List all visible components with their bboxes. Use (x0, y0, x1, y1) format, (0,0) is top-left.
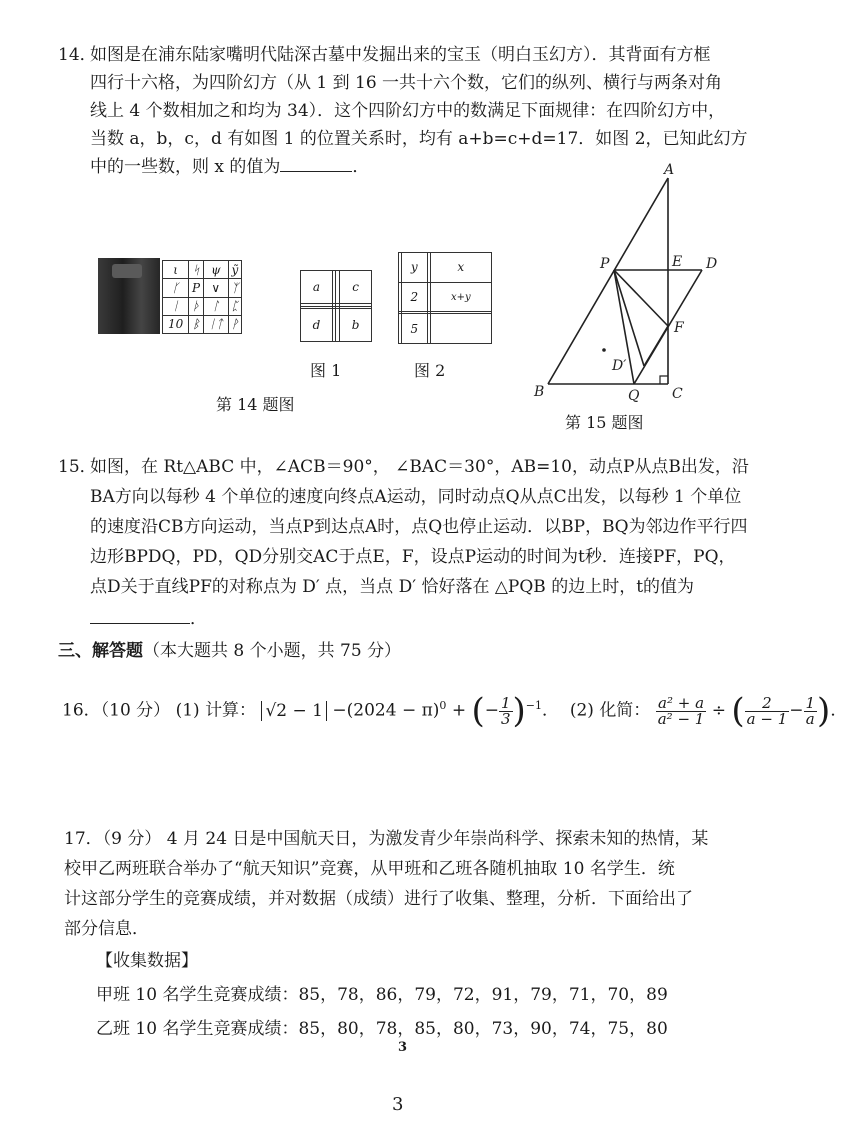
fig2-cell: 5 (401, 314, 427, 344)
carved-cell: ᛋ (189, 261, 204, 279)
q16-fraction-2 (745, 693, 790, 728)
fig2-cell: y (401, 253, 427, 283)
answer-blank[interactable] (90, 609, 190, 624)
q16-part2-label: (2) 化简： (569, 700, 651, 721)
outer-page-number: 3 (392, 1094, 404, 1115)
q16-fraction-3 (804, 693, 818, 728)
jade-magic-square-photo (98, 258, 160, 334)
q17-class-b-scores: 乙班 10 名学生竞赛成绩：85，80，78，85，80，73，90，74，75，80 (96, 1019, 668, 1039)
q16-frac-minus: − (484, 700, 499, 721)
fig2-cell: 2 (401, 282, 427, 312)
jade-carved-grid (162, 260, 242, 334)
inner-page-number: 3 (398, 1040, 408, 1055)
label-D: D (706, 256, 718, 272)
q16-p1-end: ． (542, 700, 560, 721)
q17-line-4: 部分信息． (64, 919, 149, 939)
q14-number: 14． (58, 45, 97, 65)
q16-fraction-third (499, 693, 513, 728)
q16-plus: + (451, 700, 467, 721)
carved-cell: ᚴ (163, 279, 189, 297)
section-3-title: 三、解答题 (58, 641, 143, 661)
carved-cell: P (189, 279, 204, 297)
right-angle-mark (660, 376, 668, 384)
q16-power-expr: −(2024 − π) (332, 700, 440, 721)
q17-class-a-scores: 甲班 10 名学生竞赛成绩：85，78，86，79，72，91，79，71，70，89 (96, 985, 668, 1005)
q15-line-1: 如图，在 Rt△ABC 中，∠ACB＝90°， ∠BAC＝30°，AB=10，动点P从点B出发，沿 (90, 457, 749, 477)
q14-period: ． (352, 157, 370, 177)
point-dot (602, 348, 606, 352)
frac-num: 1 (500, 693, 511, 712)
frac-den: 3 (500, 709, 511, 728)
q14-last-text: 中的一些数，则 x 的值为 (90, 157, 281, 177)
fig2-cell: x+y (430, 282, 491, 312)
carved-cell: ᚹ (228, 315, 241, 333)
carved-cell: ᛁ (163, 297, 189, 315)
frac-num: 2 (745, 696, 790, 712)
q16-end: ． (830, 700, 847, 721)
q15-line-3: 的速度沿CB方向运动，当点P到达点A时，点Q也停止运动．以BP，BQ为邻边作平行四 (90, 517, 748, 537)
carved-cell: ᚦ (189, 297, 204, 315)
q15-number: 15． (58, 457, 97, 477)
q17-line-3: 计这部分学生的竞赛成绩，并对数据（成绩）进行了收集、整理，分析．下面给出了 (64, 889, 693, 909)
q14-line-3: 线上 4 个数相加之和均为 34）．这个四阶幻方中的数满足下面规律：在四阶幻方中， (90, 101, 726, 121)
q17-line-2: 校甲乙两班联合举办了“航天知识”竞赛，从甲班和乙班各随机抽取 10 名学生．统 (64, 859, 675, 879)
q16-abs-expr: √2 − 1 (261, 701, 327, 721)
frac-den: a − 1 (746, 709, 788, 728)
label-P: P (600, 256, 610, 272)
frac-den: a (805, 709, 815, 728)
label-Q: Q (628, 388, 640, 404)
figure-1-grid (300, 270, 372, 342)
jade-photo-highlight (112, 264, 142, 278)
q15-answer-line (90, 608, 207, 630)
fig1-cell: a (301, 271, 333, 304)
carved-cell: ∨ (203, 279, 228, 297)
fig1-cell: b (340, 308, 372, 341)
section-3-heading (58, 640, 401, 662)
q14-figure-caption: 第 14 题图 (216, 395, 295, 414)
q16-zero-exp: 0 (439, 699, 447, 712)
q17-collect-title: 【收集数据】 (96, 951, 198, 971)
q15-line-2: BA方向以每秒 4 个单位的速度向终点A运动，同时动点Q从点C出发，以每秒 1 个单位 (90, 487, 742, 507)
label-B: B (534, 384, 545, 400)
q15-geometry-figure (520, 160, 740, 410)
q14-line-2: 四行十六格，为四阶幻方（从 1 到 16 一共十六个数，它们的纵列、横行与两条对角 (90, 73, 723, 93)
segment-FDprime (644, 326, 668, 366)
q16-lparen-2: ( (731, 691, 745, 732)
q17-line-1: 17．（9 分） 4 月 24 日是中国航天日，为激发青少年崇尚科学、探索未知的热情，某 (64, 829, 709, 849)
q16-neg-exp: −1 (525, 699, 543, 712)
fig2-cell (430, 314, 491, 344)
carved-cell: ψ (203, 261, 228, 279)
segment-AB (548, 178, 668, 384)
q16-fraction-1 (656, 693, 707, 728)
section-3-note: （本大题共 8 个小题，共 75 分） (143, 641, 402, 661)
carved-cell: 10 (163, 315, 189, 333)
q15-period: ． (190, 609, 207, 629)
frac-num: 1 (805, 693, 816, 712)
label-Dprime: D′ (612, 358, 627, 374)
q15-line-4: 边形BPDQ，PD，QD分别交AC于点E，F，设点P运动的时间为t秒．连接PF，PQ， (90, 547, 736, 567)
fig1-cell: d (301, 308, 333, 341)
q16-number: 16．（10 分） (62, 700, 171, 721)
fig1-cell: c (340, 271, 372, 304)
carved-cell: ᛈ (228, 297, 241, 315)
q16-divide: ÷ (711, 700, 726, 721)
q15-line-5: 点D关于直线PF的对称点为 D′ 点，当点 D′ 恰好落在 △PQB 的边上时，t的值为 (90, 577, 695, 597)
label-E: E (672, 254, 683, 270)
q16-part1-label: (1) 计算： (175, 700, 257, 721)
carved-cell: ᛉ (228, 279, 241, 297)
fig2-cell: x (430, 253, 491, 283)
figure-1-caption: 图 1 (310, 361, 342, 380)
q14-line-4: 当数 a，b，c，d 有如图 1 的位置关系时，均有 a+b=c+d=17．如图 2，已知此幻方 (90, 129, 748, 149)
carved-cell: ι (163, 261, 189, 279)
label-F: F (674, 320, 684, 336)
q16-lparen: ( (471, 691, 485, 732)
frac-num: a² + a (656, 696, 707, 712)
answer-blank[interactable] (280, 157, 352, 172)
label-C: C (672, 386, 683, 402)
q14-line-1: 如图是在浦东陆家嘴明代陆深古墓中发掘出来的宝玉（明白玉幻方）．其背面有方框 (90, 45, 711, 65)
carved-cell: ỹ (228, 261, 241, 279)
carved-cell: ᛚ (203, 297, 228, 315)
carved-cell: ᛒ (189, 315, 204, 333)
frac-den: a² − 1 (657, 709, 705, 728)
figure-2-grid (398, 252, 492, 344)
q14-line-5 (90, 156, 369, 178)
q16-line (62, 686, 847, 732)
q16-minus: − (789, 700, 804, 721)
q16-rparen-2: ) (817, 691, 831, 732)
figure-2-caption: 图 2 (414, 361, 446, 380)
q16-rparen: ) (512, 691, 526, 732)
q15-figure-caption: 第 15 题图 (565, 413, 644, 432)
label-A: A (664, 162, 675, 178)
carved-cell: ᛁᛏ (203, 315, 228, 333)
